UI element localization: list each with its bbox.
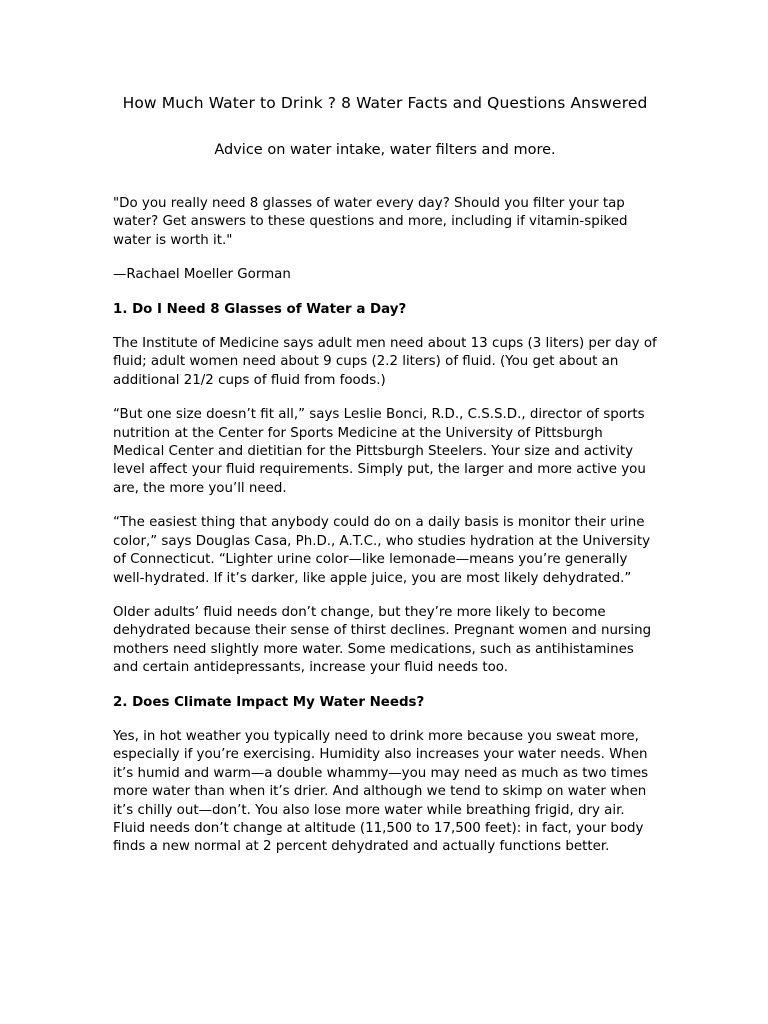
section-paragraph: The Institute of Medicine says adult men need about 13 cups (3 liters) per day of fluid; adult women need about 9 cups (2.2 liters) of fluid. (You get about an additional 21/2 cups of fluid from foods.) — [113, 336, 657, 388]
document-subtitle: Advice on water intake, water filters and more. — [214, 142, 556, 158]
section-heading: 2. Does Climate Impact My Water Needs? — [113, 694, 425, 710]
section-paragraph: Older adults’ fluid needs don’t change, but they’re more likely to become dehydrated because their sense of thirst declines. Pregnant women and nursing mothers need slightly more water. Some medications, such as antihistamines and certain antidepressants, increase your fluid needs too. — [113, 604, 652, 676]
section-1 — [113, 301, 657, 678]
byline: —Rachael Moeller Gorman — [113, 267, 291, 283]
section-paragraph: “The easiest thing that anybody could do on a daily basis is monitor their urine color,” says Douglas Casa, Ph.D., A.T.C., who studies hydration at the University of Connecticut. “Lighter urine color—like lemonade—means you’re generally well-hydrated. If it’s darker, like apple juice, you are most likely dehydrated.” — [113, 515, 651, 586]
section-2 — [113, 694, 657, 857]
document-title: How Much Water to Drink ? 8 Water Facts and Questions Answered — [122, 94, 648, 112]
section-paragraph: Yes, in hot weather you typically need to drink more because you sweat more, especially if you’re exercising. Humidity also increases your water needs. When it’s humid and warm—a double whammy—you may need as much as two times more water than when it’s drier. And although we tend to skimp on water when it’s chilly out—don’t. You also lose more water while breathing frigid, dry air. Fluid needs don’t change at altitude (11,500 to 17,500 feet): in fact, your body finds a new normal at 2 percent dehydrated and actually functions better. — [113, 728, 649, 855]
intro-quote: "Do you really need 8 glasses of water every day? Should you filter your tap water? Get answers to these questions and more, including if vitamin-spiked water is worth it." — [113, 196, 628, 248]
document-body — [113, 195, 657, 857]
section-paragraph: “But one size doesn’t fit all,” says Leslie Bonci, R.D., C.S.S.D., director of sports nutrition at the Center for Sports Medicine at the University of Pittsburgh Medical Center and dietitian for the Pittsburgh Steelers. Your size and activity level affect your fluid requirements. Simply put, the larger and more active you are, the more you’ll need. — [113, 407, 646, 496]
section-heading: 1. Do I Need 8 Glasses of Water a Day? — [113, 301, 407, 317]
